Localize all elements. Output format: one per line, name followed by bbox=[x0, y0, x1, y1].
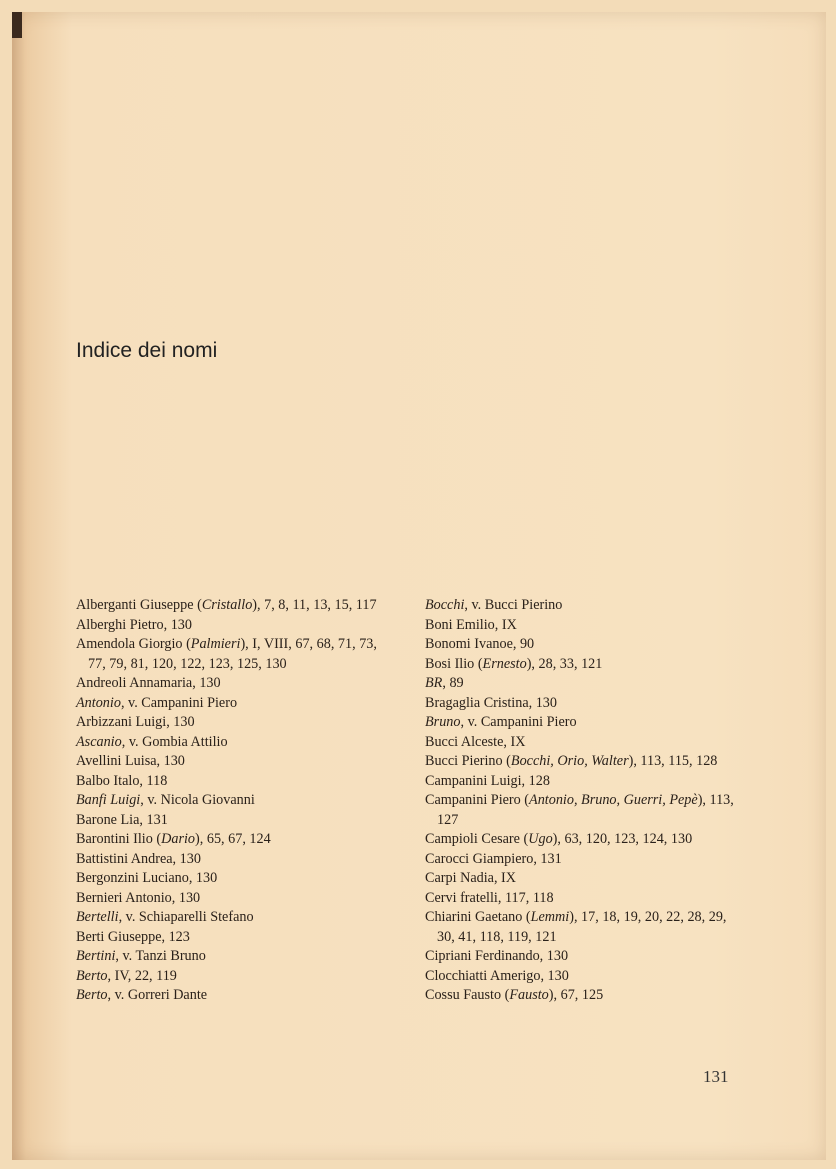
index-entry bbox=[76, 850, 394, 870]
index-entry-text: Cervi fratelli, 117, 118 bbox=[425, 889, 554, 906]
index-entry-alias: Bertini bbox=[76, 948, 116, 964]
index-entry bbox=[425, 635, 743, 655]
index-entry bbox=[76, 830, 394, 850]
index-entry-alias: Bocchi, Orio, Walter bbox=[510, 753, 629, 769]
index-entry-alias: Antonio bbox=[76, 694, 121, 711]
index-entry-alias: Ugo bbox=[528, 831, 553, 847]
index-entry-alias: Dario bbox=[161, 831, 196, 847]
index-entry-text: Alberghi Pietro, 130 bbox=[76, 616, 192, 633]
index-entry bbox=[76, 869, 394, 889]
index-entry bbox=[76, 694, 394, 714]
index-entry-text: ), 63, 120, 123, 124, 130 bbox=[552, 831, 693, 847]
scan-corner-mark bbox=[12, 12, 22, 38]
index-entry-text: ), 65, 67, 124 bbox=[195, 831, 271, 847]
index-entry-text: Campioli Cesare ( bbox=[425, 831, 529, 847]
index-entry-alias: Antonio, Bruno, Guerri, Pepè bbox=[529, 792, 698, 808]
index-entry-text: ), 7, 8, 11, 13, 15, 117 bbox=[252, 597, 377, 613]
index-entry-text: Bergonzini Luciano, 130 bbox=[76, 870, 218, 886]
index-entry-text: Bernieri Antonio, 130 bbox=[76, 889, 201, 906]
index-entry-text: Battistini Andrea, 130 bbox=[76, 850, 201, 867]
index-entry-alias: Cristallo bbox=[201, 597, 253, 613]
index-entry bbox=[76, 889, 394, 909]
index-entry-alias: Fausto bbox=[509, 987, 549, 1003]
index-entry-text: ), I, VIII, 67, 68, 71, 73, 77, 79, 81, 120, 122, 123, 125, 130 bbox=[88, 636, 377, 672]
index-entry-text: Cipriani Ferdinando, 130 bbox=[425, 948, 569, 964]
index-entry bbox=[76, 791, 394, 811]
index-entry-text: Cossu Fausto ( bbox=[425, 987, 510, 1003]
index-entry-text: Balbo Italo, 118 bbox=[76, 772, 168, 789]
index-entry-text: , v. Campanini Piero bbox=[120, 694, 238, 711]
page-number: 131 bbox=[703, 1067, 729, 1086]
index-entry bbox=[425, 850, 743, 870]
index-entry-text: Amendola Giorgio ( bbox=[76, 636, 191, 652]
index-entry-text: , v. Nicola Giovanni bbox=[140, 792, 255, 808]
index-entry-text: ), 67, 125 bbox=[548, 987, 604, 1003]
index-entry-text: , v. Gombia Attilio bbox=[121, 733, 228, 750]
index-entry-text: Bucci Alceste, IX bbox=[425, 733, 526, 750]
index-entry bbox=[76, 596, 394, 616]
index-entry bbox=[425, 869, 743, 889]
page-title: Indice dei nomi bbox=[76, 339, 218, 363]
index-entry-text: Carpi Nadia, IX bbox=[425, 870, 517, 886]
index-entry bbox=[425, 733, 743, 753]
index-entry-alias: Bruno bbox=[425, 714, 461, 730]
index-entry bbox=[425, 713, 743, 733]
index-entry-text: Campanini Luigi, 128 bbox=[425, 772, 550, 789]
index-entry bbox=[425, 596, 743, 616]
index-entry-text: , v. Schiaparelli Stefano bbox=[118, 909, 254, 925]
index-entry-text: ), 113, 115, 128 bbox=[628, 753, 718, 769]
index-entry-alias: Berto bbox=[76, 987, 108, 1003]
index-entry bbox=[76, 713, 394, 733]
index-entry-text: Clocchiatti Amerigo, 130 bbox=[425, 967, 569, 984]
index-entry bbox=[76, 772, 394, 792]
index-entry bbox=[76, 635, 394, 674]
index-entry bbox=[76, 674, 394, 694]
index-entry bbox=[76, 811, 394, 831]
index-entry-text: Bragaglia Cristina, 130 bbox=[425, 694, 557, 711]
index-entry-alias: Bertelli bbox=[76, 909, 119, 925]
index-entry bbox=[425, 616, 743, 636]
index-entry-text: , IV, 22, 119 bbox=[107, 967, 177, 984]
index-entry bbox=[425, 694, 743, 714]
index-entry bbox=[425, 791, 743, 830]
index-entry bbox=[425, 967, 743, 987]
index-entry-text: Chiarini Gaetano ( bbox=[425, 909, 531, 925]
index-entry-alias: Palmieri bbox=[190, 636, 241, 652]
index-entry bbox=[76, 616, 394, 636]
index-entry-text: , v. Gorreri Dante bbox=[107, 987, 208, 1003]
index-entry bbox=[425, 986, 743, 1006]
index-entry-text: Bucci Pierino ( bbox=[425, 753, 511, 769]
index-entry-text: Andreoli Annamaria, 130 bbox=[76, 675, 221, 691]
index-entry bbox=[76, 908, 394, 928]
index-entry-text: Avellini Luisa, 130 bbox=[76, 753, 185, 769]
index-entry-alias: Bocchi bbox=[425, 597, 465, 613]
index-entry bbox=[76, 928, 394, 948]
index-entry-text: ), 28, 33, 121 bbox=[526, 655, 603, 672]
index-entry-alias: Ernesto bbox=[482, 655, 527, 672]
index-entry-text: Arbizzani Luigi, 130 bbox=[76, 714, 195, 730]
index-entry-text: ), 113, 127 bbox=[437, 792, 734, 828]
index-entry bbox=[425, 908, 743, 947]
index-entry bbox=[76, 752, 394, 772]
index-entry-text: Alberganti Giuseppe ( bbox=[76, 597, 202, 613]
index-entry bbox=[425, 674, 743, 694]
index-entry bbox=[425, 830, 743, 850]
index-entry bbox=[425, 752, 743, 772]
index-entry-text: Barontini Ilio ( bbox=[76, 831, 162, 847]
index-entry-text: , v. Tanzi Bruno bbox=[115, 948, 206, 964]
index-entry bbox=[76, 733, 394, 753]
index-entry-text: , 89 bbox=[442, 675, 464, 691]
index-entry bbox=[425, 947, 743, 967]
index-entry-text: Bonomi Ivanoe, 90 bbox=[425, 636, 535, 652]
index-entry-alias: Banfi Luigi bbox=[76, 792, 141, 808]
index-entry-text: Berti Giuseppe, 123 bbox=[76, 928, 190, 945]
index-column-left bbox=[76, 596, 394, 1006]
index-entry-text: , v. Bucci Pierino bbox=[464, 597, 563, 613]
index-entry-text: , v. Campanini Piero bbox=[460, 714, 577, 730]
index-entry bbox=[76, 947, 394, 967]
index-entry-text: Campanini Piero ( bbox=[425, 792, 530, 808]
index-entry-text: Carocci Giampiero, 131 bbox=[425, 850, 562, 867]
index-entry bbox=[425, 655, 743, 675]
index-entry-alias: Lemmi bbox=[530, 909, 570, 925]
index-entry-alias: BR bbox=[425, 675, 443, 691]
index-entry bbox=[76, 986, 394, 1006]
index-column-right bbox=[425, 596, 743, 1006]
index-entry-alias: Ascanio bbox=[76, 733, 122, 750]
index-entry-text: ), 17, 18, 19, 20, 22, 28, 29, 30, 41, 118, 119, 121 bbox=[437, 909, 727, 945]
index-entry bbox=[425, 772, 743, 792]
index-entry bbox=[425, 889, 743, 909]
index-entry-alias: Berto bbox=[76, 967, 108, 984]
index-entry bbox=[76, 967, 394, 987]
index-entry-text: Barone Lia, 131 bbox=[76, 811, 168, 828]
index-entry-text: Boni Emilio, IX bbox=[425, 616, 517, 633]
index-entry-text: Bosi Ilio ( bbox=[425, 655, 483, 672]
